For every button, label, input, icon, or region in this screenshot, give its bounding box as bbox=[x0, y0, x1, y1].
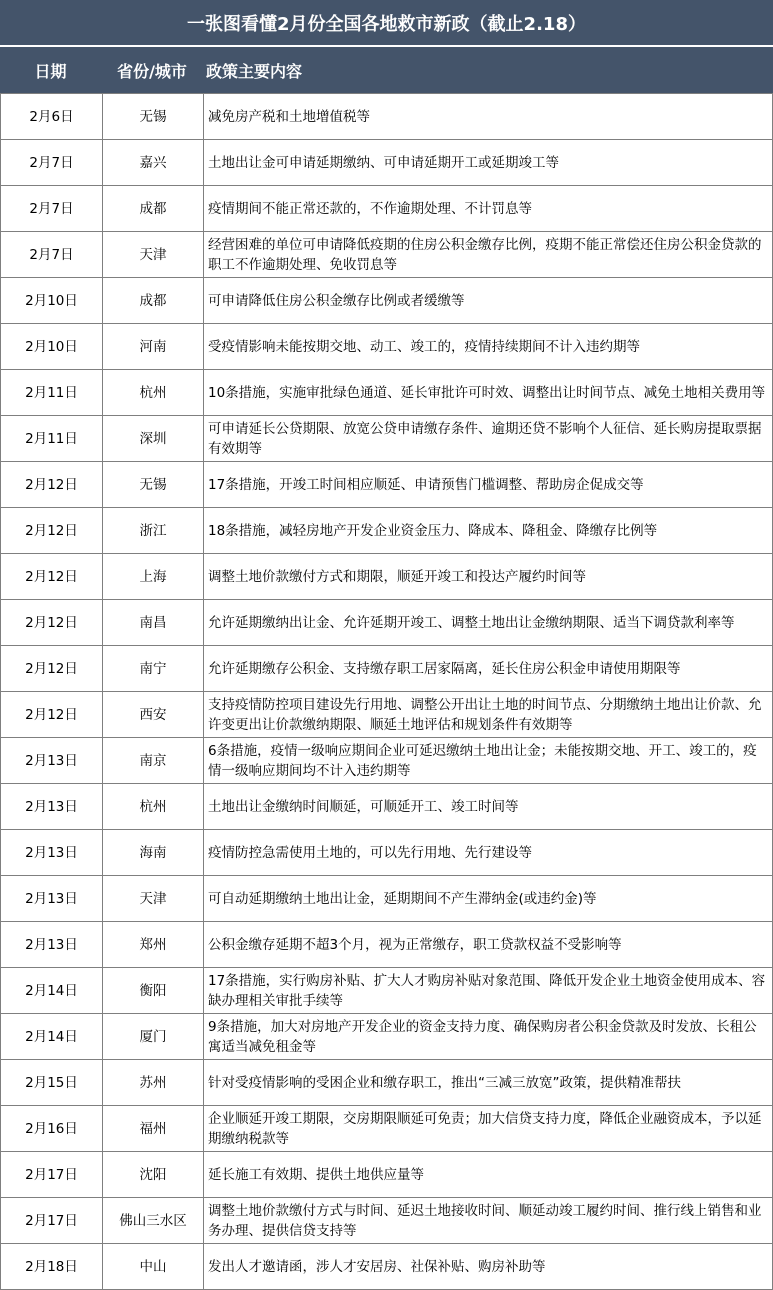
row-policy: 允许延期缴存公积金、支持缴存职工居家隔离，延长住房公积金申请使用期限等 bbox=[204, 646, 773, 692]
row-city: 厦门 bbox=[103, 1014, 204, 1060]
row-city: 佛山三水区 bbox=[103, 1198, 204, 1244]
header-policy: 政策主要内容 bbox=[206, 61, 303, 81]
table-row bbox=[1, 140, 773, 186]
row-date: 2月13日 bbox=[1, 738, 103, 784]
table-row bbox=[1, 1014, 773, 1060]
row-policy: 发出人才邀请函，涉人才安居房、社保补贴、购房补助等 bbox=[204, 1244, 773, 1290]
row-city: 沈阳 bbox=[103, 1152, 204, 1198]
row-policy: 9条措施，加大对房地产开发企业的资金支持力度、确保购房者公积金贷款及时发放、长租公寓适当减免租金等 bbox=[204, 1014, 773, 1060]
row-date: 2月12日 bbox=[1, 692, 103, 738]
header-date: 日期 bbox=[34, 61, 67, 81]
row-date: 2月11日 bbox=[1, 416, 103, 462]
row-policy: 可申请降低住房公积金缴存比例或者缓缴等 bbox=[204, 278, 773, 324]
table-row bbox=[1, 1060, 773, 1106]
row-policy: 6条措施，疫情一级响应期间企业可延迟缴纳土地出让金；未能按期交地、开工、竣工的，疫情一级响应期间均不计入违约期等 bbox=[204, 738, 773, 784]
row-city: 成都 bbox=[103, 278, 204, 324]
row-date: 2月10日 bbox=[1, 324, 103, 370]
row-policy: 支持疫情防控项目建设先行用地、调整公开出让土地的时间节点、分期缴纳土地出让价款、允许变更出让价款缴纳期限、顺延土地评估和规划条件有效期等 bbox=[204, 692, 773, 738]
table-body bbox=[1, 94, 773, 1290]
table-row bbox=[1, 600, 773, 646]
title-text: 一张图看懂2月份全国各地救市新政（截止2.18） bbox=[187, 13, 586, 35]
row-date: 2月14日 bbox=[1, 968, 103, 1014]
row-city: 深圳 bbox=[103, 416, 204, 462]
row-date: 2月14日 bbox=[1, 1014, 103, 1060]
row-policy: 调整土地价款缴付方式和期限，顺延开竣工和投达产履约时间等 bbox=[204, 554, 773, 600]
row-date: 2月12日 bbox=[1, 554, 103, 600]
policy-table bbox=[0, 93, 773, 1290]
row-policy: 疫情防控急需使用土地的，可以先行用地、先行建设等 bbox=[204, 830, 773, 876]
row-city: 无锡 bbox=[103, 462, 204, 508]
row-date: 2月18日 bbox=[1, 1244, 103, 1290]
row-city: 杭州 bbox=[103, 370, 204, 416]
row-policy: 17条措施，开竣工时间相应顺延、申请预售门槛调整、帮助房企促成交等 bbox=[204, 462, 773, 508]
table-row bbox=[1, 1198, 773, 1244]
row-policy: 可申请延长公贷期限、放宽公贷申请缴存条件、逾期还贷不影响个人征信、延长购房提取票据有效期等 bbox=[204, 416, 773, 462]
row-date: 2月12日 bbox=[1, 646, 103, 692]
row-city: 嘉兴 bbox=[103, 140, 204, 186]
row-city: 苏州 bbox=[103, 1060, 204, 1106]
row-date: 2月12日 bbox=[1, 462, 103, 508]
row-city: 郑州 bbox=[103, 922, 204, 968]
row-city: 南宁 bbox=[103, 646, 204, 692]
row-city: 无锡 bbox=[103, 94, 204, 140]
table-row bbox=[1, 968, 773, 1014]
table-row bbox=[1, 1152, 773, 1198]
row-date: 2月10日 bbox=[1, 278, 103, 324]
table-row bbox=[1, 1106, 773, 1152]
row-city: 河南 bbox=[103, 324, 204, 370]
table-row bbox=[1, 830, 773, 876]
row-city: 天津 bbox=[103, 876, 204, 922]
row-city: 中山 bbox=[103, 1244, 204, 1290]
row-city: 成都 bbox=[103, 186, 204, 232]
row-policy: 公积金缴存延期不超3个月，视为正常缴存，职工贷款权益不受影响等 bbox=[204, 922, 773, 968]
row-date: 2月13日 bbox=[1, 876, 103, 922]
row-policy: 可自动延期缴纳土地出让金，延期期间不产生滞纳金(或违约金)等 bbox=[204, 876, 773, 922]
row-policy: 企业顺延开竣工期限，交房期限顺延可免责；加大信贷支持力度，降低企业融资成本，予以延期缴纳税款等 bbox=[204, 1106, 773, 1152]
row-date: 2月17日 bbox=[1, 1198, 103, 1244]
row-policy: 经营困难的单位可申请降低疫期的住房公积金缴存比例，疫期不能正常偿还住房公积金贷款的职工不作逾期处理、免收罚息等 bbox=[204, 232, 773, 278]
row-policy: 允许延期缴纳出让金、允许延期开竣工、调整土地出让金缴纳期限、适当下调贷款利率等 bbox=[204, 600, 773, 646]
row-policy: 18条措施，减轻房地产开发企业资金压力、降成本、降租金、降缴存比例等 bbox=[204, 508, 773, 554]
table-row bbox=[1, 232, 773, 278]
row-city: 南昌 bbox=[103, 600, 204, 646]
table-row bbox=[1, 738, 773, 784]
row-date: 2月17日 bbox=[1, 1152, 103, 1198]
row-date: 2月13日 bbox=[1, 784, 103, 830]
row-city: 上海 bbox=[103, 554, 204, 600]
document-title bbox=[0, 0, 773, 45]
table-row bbox=[1, 922, 773, 968]
header-city: 省份/城市 bbox=[117, 61, 187, 81]
row-policy: 疫情期间不能正常还款的，不作逾期处理、不计罚息等 bbox=[204, 186, 773, 232]
table-row bbox=[1, 416, 773, 462]
row-city: 福州 bbox=[103, 1106, 204, 1152]
row-date: 2月7日 bbox=[1, 186, 103, 232]
row-policy: 土地出让金可申请延期缴纳、可申请延期开工或延期竣工等 bbox=[204, 140, 773, 186]
row-city: 海南 bbox=[103, 830, 204, 876]
row-city: 杭州 bbox=[103, 784, 204, 830]
row-city: 天津 bbox=[103, 232, 204, 278]
row-policy: 土地出让金缴纳时间顺延，可顺延开工、竣工时间等 bbox=[204, 784, 773, 830]
row-date: 2月13日 bbox=[1, 922, 103, 968]
row-date: 2月13日 bbox=[1, 830, 103, 876]
row-policy: 延长施工有效期、提供土地供应量等 bbox=[204, 1152, 773, 1198]
row-date: 2月6日 bbox=[1, 94, 103, 140]
table-row bbox=[1, 324, 773, 370]
table-row bbox=[1, 370, 773, 416]
table-row bbox=[1, 186, 773, 232]
row-city: 衡阳 bbox=[103, 968, 204, 1014]
table-row bbox=[1, 692, 773, 738]
row-policy: 减免房产税和土地增值税等 bbox=[204, 94, 773, 140]
row-date: 2月7日 bbox=[1, 232, 103, 278]
row-policy: 10条措施，实施审批绿色通道、延长审批许可时效、调整出让时间节点、减免土地相关费用等 bbox=[204, 370, 773, 416]
table-row bbox=[1, 508, 773, 554]
table-row bbox=[1, 876, 773, 922]
table-row bbox=[1, 1244, 773, 1290]
row-policy: 17条措施，实行购房补贴、扩大人才购房补贴对象范围、降低开发企业土地资金使用成本、容缺办理相关审批手续等 bbox=[204, 968, 773, 1014]
row-date: 2月7日 bbox=[1, 140, 103, 186]
table-row bbox=[1, 646, 773, 692]
table-row bbox=[1, 278, 773, 324]
table-header bbox=[0, 47, 773, 93]
row-city: 南京 bbox=[103, 738, 204, 784]
row-date: 2月12日 bbox=[1, 600, 103, 646]
row-city: 西安 bbox=[103, 692, 204, 738]
row-city: 浙江 bbox=[103, 508, 204, 554]
row-policy: 调整土地价款缴付方式与时间、延迟土地接收时间、顺延动竣工履约时间、推行线上销售和业务办理、提供信贷支持等 bbox=[204, 1198, 773, 1244]
table-row bbox=[1, 784, 773, 830]
table-row bbox=[1, 94, 773, 140]
table-row bbox=[1, 554, 773, 600]
row-date: 2月15日 bbox=[1, 1060, 103, 1106]
row-policy: 针对受疫情影响的受困企业和缴存职工，推出“三减三放宽”政策，提供精准帮扶 bbox=[204, 1060, 773, 1106]
row-date: 2月12日 bbox=[1, 508, 103, 554]
table-row bbox=[1, 462, 773, 508]
row-policy: 受疫情影响未能按期交地、动工、竣工的，疫情持续期间不计入违约期等 bbox=[204, 324, 773, 370]
row-date: 2月11日 bbox=[1, 370, 103, 416]
row-date: 2月16日 bbox=[1, 1106, 103, 1152]
